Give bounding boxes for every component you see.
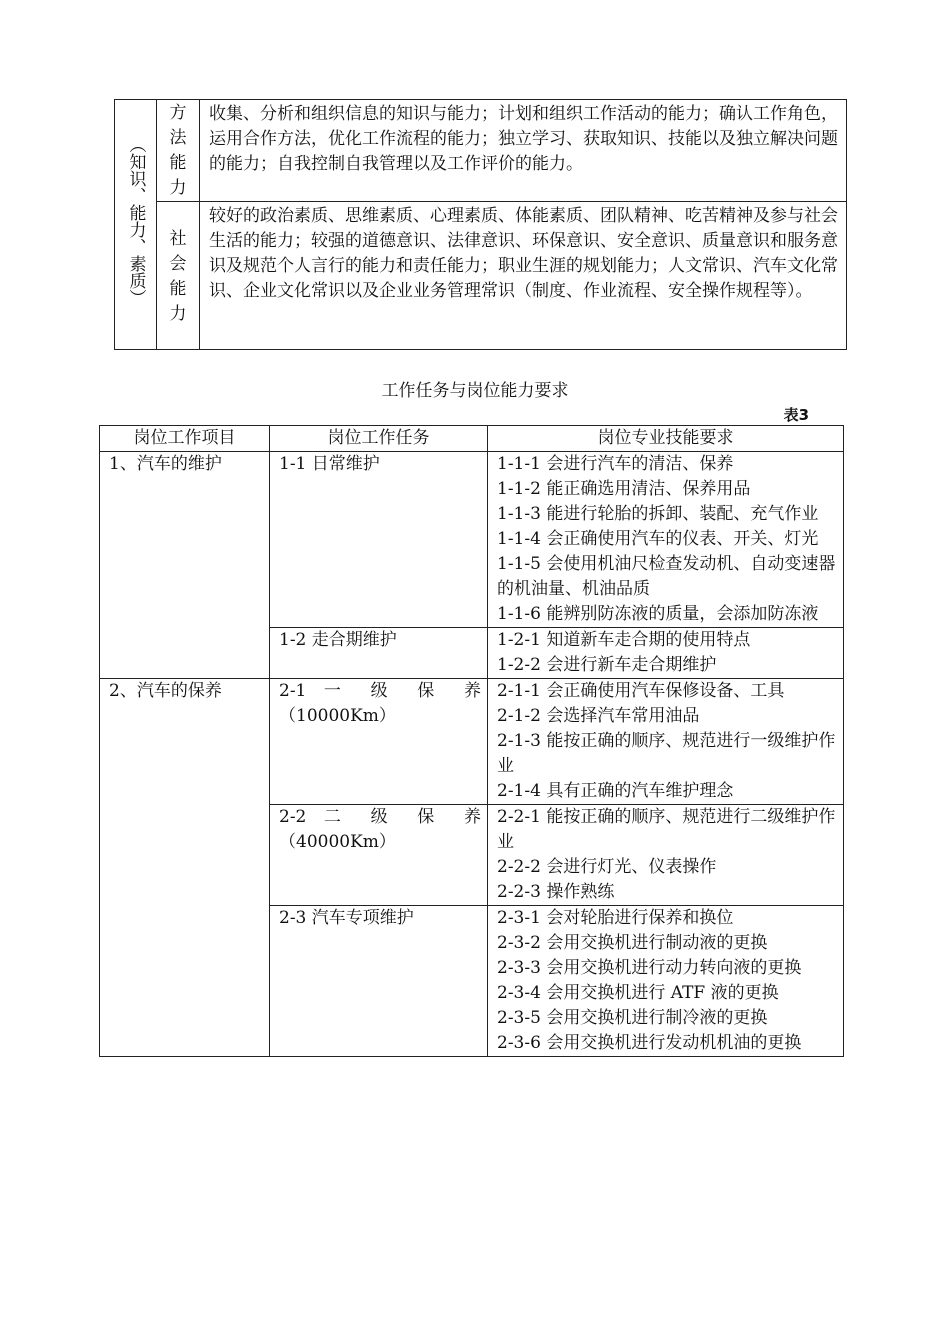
requirement-item: 1-1-6 能辨别防冻液的质量，会添加防冻液 bbox=[497, 604, 819, 624]
task-cell bbox=[270, 805, 488, 906]
category-cell bbox=[157, 202, 200, 350]
task-mileage: （40000Km） bbox=[279, 832, 396, 852]
task-cell bbox=[270, 679, 488, 805]
requirements-cell bbox=[488, 906, 844, 1057]
description-cell bbox=[200, 202, 847, 350]
requirement-item: 1-1-4 会正确使用汽车的仪表、开关、灯光 bbox=[497, 529, 819, 549]
requirement-item: 1-1-1 会进行汽车的清洁、保养 bbox=[497, 454, 734, 474]
requirement-item: 2-2-3 操作熟练 bbox=[497, 882, 615, 902]
header-requirement: 岗位专业技能要求 bbox=[488, 426, 844, 452]
description-text: 较好的政治素质、思维素质、心理素质、体能素质、团队精神、吃苦精神及参与社会生活的能力；较强的道德意识、法律意识、环保意识、安全意识、质量意识和服务意识及规范个人言行的能力和责任能力；职业生涯的规划能力；人文常识、汽车文化常识、企业文化常识以及企业业务管理常识（制度、作业流程、安全操作规程等）。 bbox=[209, 206, 838, 301]
requirement-item: 1-1-2 能正确选用清洁、保养用品 bbox=[497, 479, 751, 499]
side-label: （知识、能力、素质） bbox=[125, 135, 146, 306]
requirements-cell bbox=[488, 805, 844, 906]
task-name: 2-1 一 级 保 养 bbox=[279, 681, 481, 701]
job-requirements-table bbox=[99, 425, 844, 1057]
side-label-cell bbox=[115, 100, 157, 350]
requirements-cell bbox=[488, 452, 844, 628]
requirement-item: 1-2-2 会进行新车走合期维护 bbox=[497, 655, 717, 675]
task-cell: 1-1 日常维护 bbox=[270, 452, 488, 628]
requirement-item: 2-1-4 具有正确的汽车维护理念 bbox=[497, 781, 734, 801]
description-cell bbox=[200, 100, 847, 202]
requirement-item: 2-3-3 会用交换机进行动力转向液的更换 bbox=[497, 958, 802, 978]
requirement-item: 2-3-1 会对轮胎进行保养和换位 bbox=[497, 908, 734, 928]
requirement-item: 2-1-2 会选择汽车常用油品 bbox=[497, 706, 700, 726]
task-cell: 1-2 走合期维护 bbox=[270, 628, 488, 679]
requirement-item: 2-3-2 会用交换机进行制动液的更换 bbox=[497, 933, 768, 953]
project-cell: 2、汽车的保养 bbox=[100, 679, 270, 1057]
requirement-item: 2-3-4 会用交换机进行 ATF 液的更换 bbox=[497, 983, 779, 1003]
requirement-item: 2-3-6 会用交换机进行发动机机油的更换 bbox=[497, 1033, 802, 1053]
competency-table bbox=[114, 99, 847, 350]
requirement-item: 2-2-1 能按正确的顺序、规范进行二级维护作业 bbox=[497, 807, 836, 852]
requirement-item: 1-1-5 会使用机油尺检查发动机、自动变速器的机油量、机油品质 bbox=[497, 554, 836, 599]
category-cell bbox=[157, 100, 200, 202]
requirement-item: 2-1-3 能按正确的顺序、规范进行一级维护作业 bbox=[497, 731, 836, 776]
category-label: 社会能力 bbox=[169, 229, 187, 324]
description-text: 收集、分析和组织信息的知识与能力；计划和组织工作活动的能力；确认工作角色，运用合作方法，优化工作流程的能力；独立学习、获取知识、技能以及独立解决问题的能力；自我控制自我管理以及工作评价的能力。 bbox=[209, 104, 838, 174]
task-mileage: （10000Km） bbox=[279, 706, 396, 726]
table-row bbox=[100, 679, 844, 805]
requirements-cell bbox=[488, 679, 844, 805]
requirement-item: 2-1-1 会正确使用汽车保修设备、工具 bbox=[497, 681, 785, 701]
category-label: 方法能力 bbox=[169, 103, 187, 198]
requirement-item: 1-1-3 能进行轮胎的拆卸、装配、充气作业 bbox=[497, 504, 819, 524]
header-project: 岗位工作项目 bbox=[100, 426, 270, 452]
project-cell: 1、汽车的维护 bbox=[100, 452, 270, 679]
requirement-item: 2-3-5 会用交换机进行制冷液的更换 bbox=[497, 1008, 768, 1028]
table-number: 表3 bbox=[783, 406, 809, 424]
requirement-item: 1-2-1 知道新车走合期的使用特点 bbox=[497, 630, 751, 650]
requirements-cell bbox=[488, 628, 844, 679]
task-cell: 2-3 汽车专项维护 bbox=[270, 906, 488, 1057]
task-name: 2-2 二 级 保 养 bbox=[279, 807, 481, 827]
header-task: 岗位工作任务 bbox=[270, 426, 488, 452]
table-row bbox=[100, 452, 844, 628]
table-caption: 工作任务与岗位能力要求 bbox=[381, 381, 569, 401]
requirement-item: 2-2-2 会进行灯光、仪表操作 bbox=[497, 857, 717, 877]
